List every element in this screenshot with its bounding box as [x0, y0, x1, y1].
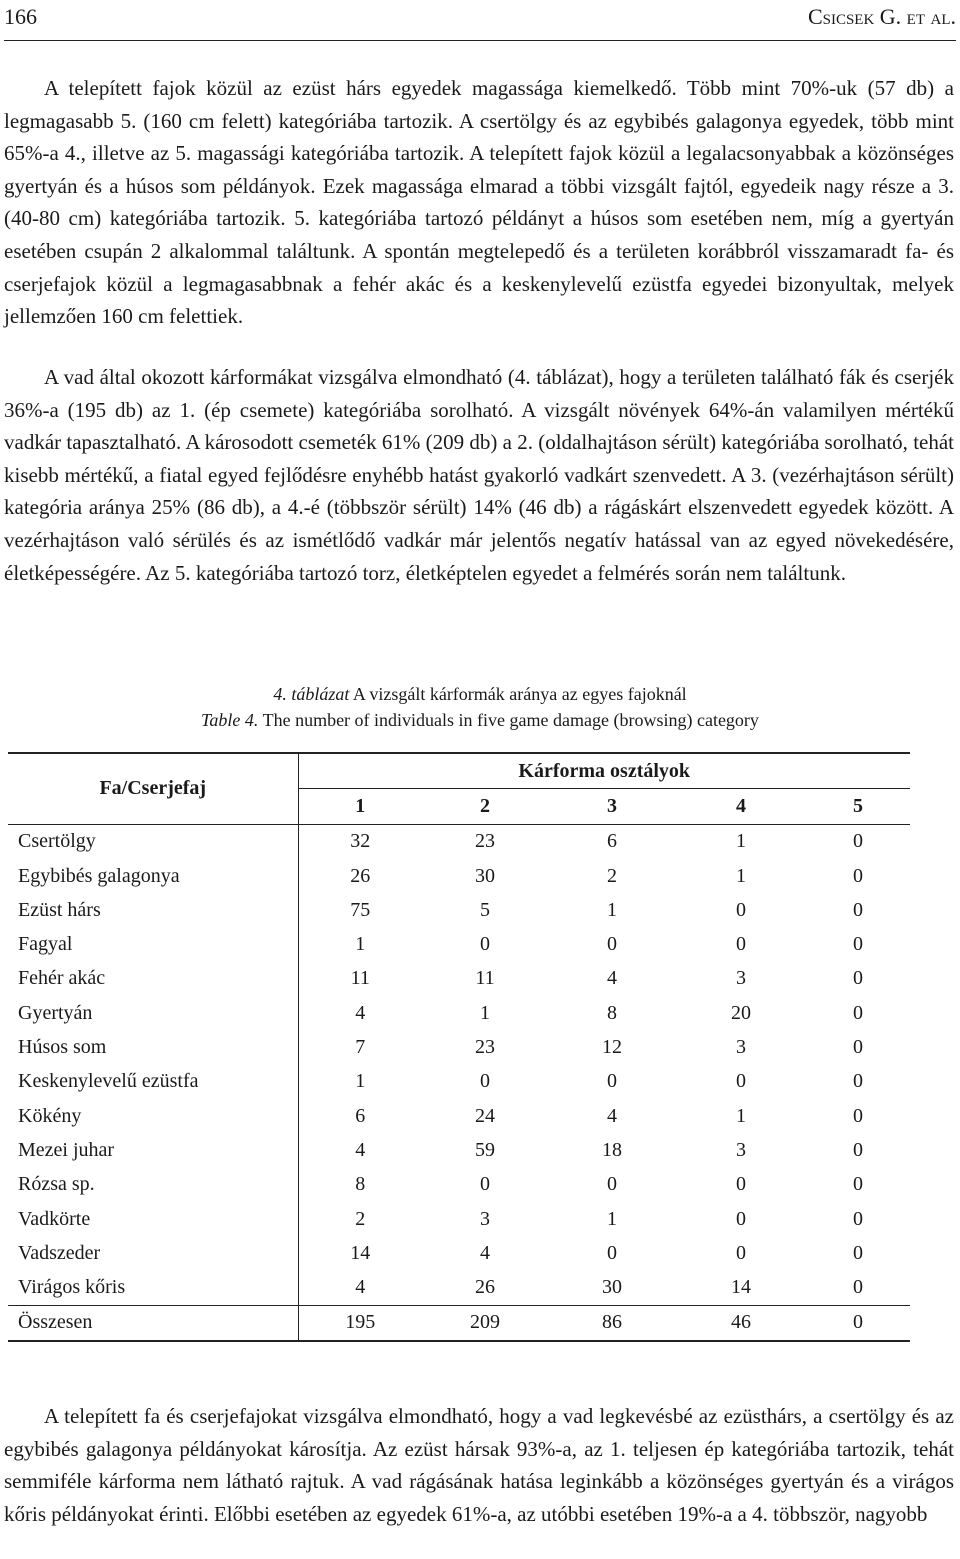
damage-class-4-value: 3 — [736, 1138, 746, 1161]
damage-class-5-value: 0 — [853, 1001, 863, 1024]
damage-class-3-value: 0 — [607, 1070, 617, 1093]
damage-class-4-value: 3 — [736, 967, 746, 990]
damage-class-5-value: 0 — [853, 864, 863, 887]
damage-class-5-value: 0 — [853, 1173, 863, 1196]
table-caption-en — [0, 707, 960, 733]
table-row — [8, 1202, 910, 1236]
species-name: Vadkörte — [8, 1202, 298, 1236]
damage-class-5-value: 0 — [853, 1138, 863, 1161]
species-name: Keskenylevelű ezüstfa — [8, 1065, 298, 1099]
damage-class-4-value: 0 — [736, 898, 746, 921]
body-paragraph-species-damage: A telepített fa és cserjefajokat vizsgálva elmondható, hogy a vad legkevésbé az ezüsthárs, a csertölgy és az egybibés galagonya példányokat károsítja. Az ezüst hársak 93%-a, az 1. teljesen ép kategóriába tartozik, tehát semmiféle kárforma nem látható rajtuk. A vad rágásának hatása leginkább a közönséges gyertyán és a virágos kőris példányokat érinti. Előbbi esetében az egyedek 61%-a, az utóbbi esetében 19%-a a 4. többször, nagyobb — [4, 1404, 954, 1526]
species-name: Gyertyán — [8, 996, 298, 1030]
species-name: Virágos kőris — [8, 1270, 298, 1305]
damage-class-4-value: 0 — [736, 1241, 746, 1264]
damage-class-1-value: 26 — [350, 864, 371, 887]
damage-class-1-value: 4 — [355, 1001, 366, 1024]
table-row — [8, 1030, 910, 1064]
damage-class-5-value: 0 — [853, 1241, 863, 1264]
table-row — [8, 1236, 910, 1270]
table-row — [8, 1065, 910, 1099]
damage-class-1-value: 8 — [355, 1173, 366, 1196]
species-name: Mezei juhar — [8, 1133, 298, 1167]
body-paragraph-damage: A vad által okozott kárformákat vizsgálva elmondható (4. táblázat), hogy a területen található fák és cserjék 36%-a (195 db) az 1. (ép csemete) kategóriába sorolható. A vizsgált növények 64%-án valamilyen mértékű vadkár tapasztalható. A károsodott csemeték 61% (209 db) a 2. (oldalhajtáson sérült) kategóriába sorolható, tehát kisebb mértékű, a fiatal egyed fejlődésre enyhébb hatást gyakorló vadkárt szenvedett. A 3. (vezérhajtáson sérült) kategória aránya 25% (86 db), a 4.-é (többször sérült) 14% (46 db) a rágáskárt elszenvedett egyedek között. A vezérhajtáson való sérülés és az ismétlődő vadkár már jelentős negatív hatással van az egyed növekedésére, életképességére. Az 5. kategóriába tartozó torz, életképtelen egyedet a felmérés során nem találtunk. — [4, 365, 954, 585]
damage-class-5-value: 0 — [853, 1104, 863, 1127]
damage-class-1-value: 11 — [350, 967, 370, 990]
damage-class-1-value: 2 — [355, 1207, 366, 1230]
column-header-1: 1 — [298, 789, 422, 824]
damage-class-5-value: 0 — [853, 1276, 863, 1299]
damage-class-2-value: 0 — [480, 1070, 490, 1093]
table-row — [8, 893, 910, 927]
damage-class-3-value: 12 — [602, 1036, 622, 1059]
damage-class-4-value: 1 — [736, 1104, 746, 1127]
damage-class-5-value: 0 — [853, 1207, 863, 1230]
damage-class-2-value: 5 — [480, 898, 490, 921]
damage-class-1-value: 32 — [298, 824, 422, 859]
species-name: Rózsa sp. — [8, 1168, 298, 1202]
table-row — [8, 927, 910, 961]
damage-class-5-value: 0 — [853, 933, 863, 956]
damage-class-3-value: 4 — [607, 1104, 617, 1127]
damage-class-1-value: 1 — [355, 933, 366, 956]
damage-class-2-value: 26 — [475, 1276, 495, 1299]
column-header-2: 2 — [422, 789, 548, 824]
table-row — [8, 962, 910, 996]
damage-class-4-value: 0 — [736, 1173, 746, 1196]
damage-class-1-value: 1 — [355, 1070, 366, 1093]
damage-class-1-value: 4 — [355, 1276, 366, 1299]
damage-class-2-value: 59 — [475, 1138, 495, 1161]
species-name: Vadszeder — [8, 1236, 298, 1270]
damage-class-2-value: 1 — [480, 1001, 490, 1024]
damage-class-3-value: 1 — [607, 898, 617, 921]
page-number: 166 — [4, 4, 37, 29]
species-name: Ezüst hárs — [8, 893, 298, 927]
damage-class-group-header: Kárforma osztályok — [298, 753, 910, 789]
table-row — [8, 859, 910, 893]
species-name: Húsos som — [8, 1030, 298, 1064]
damage-class-5-value: 0 — [853, 1036, 863, 1059]
running-author: Csicsek G. et al. — [807, 4, 956, 29]
table-header-row — [8, 753, 910, 789]
damage-class-1-value: 4 — [355, 1138, 366, 1161]
damage-class-3-value: 8 — [607, 1001, 617, 1024]
species-column-header: Fa/Cserjefaj — [8, 753, 298, 824]
column-header-5: 5 — [806, 789, 910, 824]
species-name: Kökény — [8, 1099, 298, 1133]
table-title-hu: A vizsgált kárformák aránya az egyes fajoknál — [349, 684, 687, 704]
table-row — [8, 824, 910, 859]
damage-class-4-value: 20 — [731, 1001, 751, 1024]
damage-class-1-value: 6 — [355, 1104, 366, 1127]
damage-class-5-value: 0 — [853, 898, 863, 921]
damage-class-4-value: 0 — [736, 1070, 746, 1093]
damage-class-2-value: 3 — [480, 1207, 490, 1230]
damage-class-2-value: 11 — [475, 967, 495, 990]
damage-class-4-value: 14 — [731, 1276, 751, 1299]
table-row — [8, 1270, 910, 1305]
damage-class-2-value: 0 — [480, 933, 490, 956]
species-name: Fagyal — [8, 927, 298, 961]
damage-class-4-value: 1 — [676, 824, 806, 859]
page-header — [4, 0, 956, 41]
damage-class-1-value: 195 — [298, 1305, 422, 1341]
damage-class-3-value: 0 — [607, 933, 617, 956]
damage-class-3-value: 0 — [607, 1241, 617, 1264]
table-label-hu: 4. táblázat — [273, 684, 350, 704]
damage-class-3-value: 1 — [607, 1207, 617, 1230]
damage-class-5-value: 0 — [806, 824, 910, 859]
damage-class-3-value: 6 — [548, 824, 676, 859]
damage-class-1-value: 14 — [350, 1241, 371, 1264]
column-header-4: 4 — [676, 789, 806, 824]
species-name: Összesen — [8, 1305, 298, 1341]
damage-class-2-value: 23 — [475, 1036, 495, 1059]
damage-class-1-value: 75 — [350, 898, 371, 921]
table-row — [8, 1099, 910, 1133]
damage-class-5-value: 0 — [853, 967, 863, 990]
damage-class-2-value: 24 — [475, 1104, 495, 1127]
body-paragraph-height: A telepített fajok közül az ezüst hárs egyedek magassága kiemelkedő. Több mint 70%-uk (57 db) a legmagasabb 5. (160 cm felett) kategóriába tartozik. A csertölgy és az egybibés galagonya egyedek, több mint 65%-a 4., illetve az 5. magassági kategóriába tartozik. A telepített fajok közül a legalacsonyabbak a közönséges gyertyán és a húsos som példányok. Ezek magassága elmarad a többi vizsgált fajtól, egyedeik nagy része a 3. (40-80 cm) kategóriába tartozik. 5. kategóriába tartozó példányt a húsos som esetében nem, míg a gyertyán esetében csupán 2 alkalommal találtunk. A spontán megtelepedő és a területen korábbról visszamaradt fa- és cserjefajok közül a legmagasabbnak a fehér akác és a keskenylevelű ezüstfa egyedei bizonyultak, melyek jellemzően 160 cm felettiek. — [4, 76, 954, 329]
damage-class-4-value: 46 — [676, 1305, 806, 1341]
table-label-en: Table 4. — [201, 710, 259, 730]
damage-class-2-value: 209 — [422, 1305, 548, 1341]
damage-class-3-value: 4 — [607, 967, 617, 990]
table-row — [8, 996, 910, 1030]
column-header-3: 3 — [548, 789, 676, 824]
species-name: Fehér akác — [8, 962, 298, 996]
damage-class-2-value: 30 — [475, 864, 495, 887]
damage-class-1-value: 7 — [355, 1036, 366, 1059]
damage-class-2-value: 0 — [480, 1173, 490, 1196]
damage-class-4-value: 0 — [736, 1207, 746, 1230]
table-row — [8, 1168, 910, 1202]
species-name: Csertölgy — [8, 824, 298, 859]
damage-class-3-value: 0 — [607, 1173, 617, 1196]
damage-class-4-value: 0 — [736, 933, 746, 956]
table-caption-hu — [0, 681, 960, 707]
species-name: Egybibés galagonya — [8, 859, 298, 893]
damage-class-3-value: 30 — [602, 1276, 622, 1299]
table-title-en: The number of individuals in five game damage (browsing) category — [258, 710, 759, 730]
damage-class-3-value: 2 — [607, 864, 617, 887]
damage-table — [8, 752, 910, 1342]
damage-class-3-value: 86 — [548, 1305, 676, 1341]
damage-class-3-value: 18 — [602, 1138, 622, 1161]
damage-class-4-value: 3 — [736, 1036, 746, 1059]
damage-class-4-value: 1 — [736, 864, 746, 887]
damage-class-5-value: 0 — [806, 1305, 910, 1341]
table-row — [8, 1133, 910, 1167]
table-total-row — [8, 1305, 910, 1341]
damage-class-2-value: 23 — [422, 824, 548, 859]
damage-class-5-value: 0 — [853, 1070, 863, 1093]
damage-class-2-value: 4 — [480, 1241, 490, 1264]
